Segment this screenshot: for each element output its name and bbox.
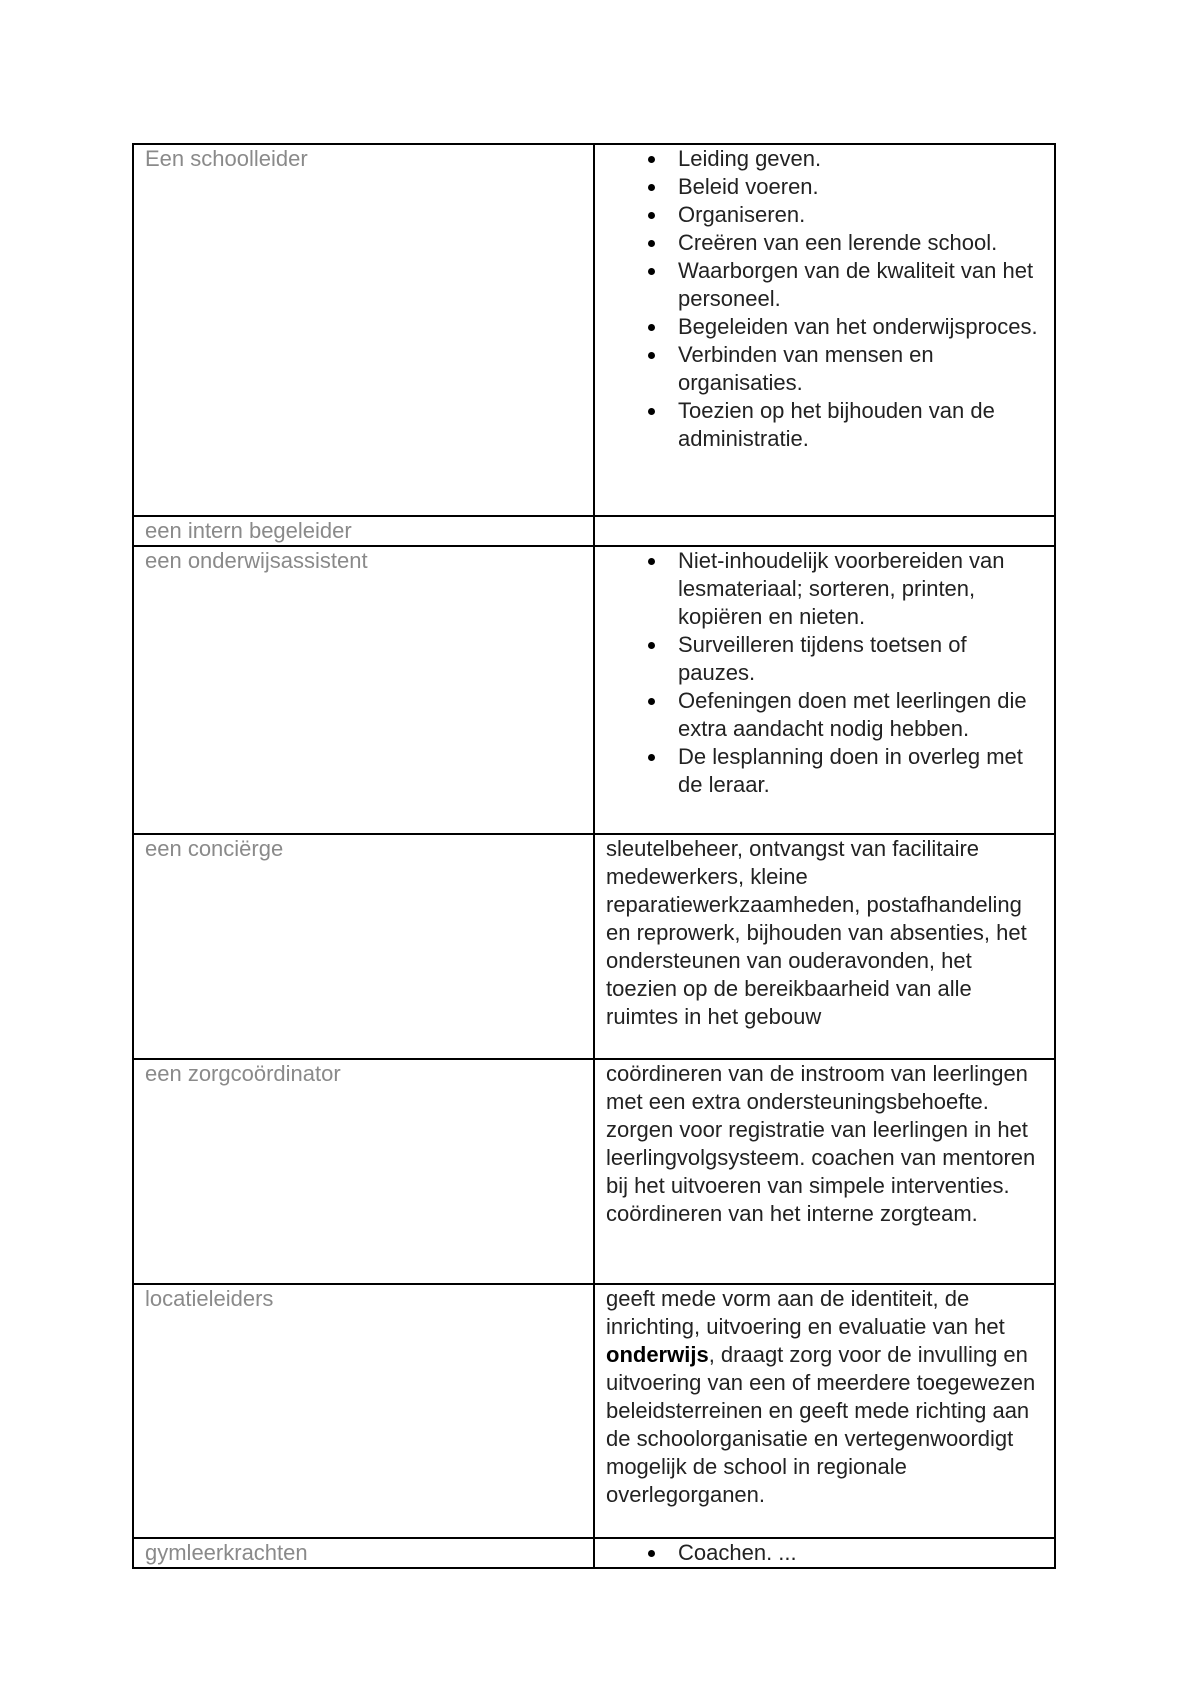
duties-bold-text: onderwijs: [606, 1342, 709, 1367]
role-cell: een onderwijsassistent: [133, 546, 594, 834]
duties-text: geeft mede vorm aan de identiteit, de inrichting, uitvoering en evaluatie van het: [606, 1286, 1005, 1339]
list-item: Leiding geven.: [678, 145, 1044, 173]
role-cell: gymleerkrachten: [133, 1538, 594, 1568]
role-cell: locatieleiders: [133, 1284, 594, 1538]
list-item: Begeleiden van het onderwijsproces.: [678, 313, 1044, 341]
role-cell: Een schoolleider: [133, 144, 594, 516]
table-row: [133, 144, 1055, 516]
list-item: Oefeningen doen met leerlingen die extra aandacht nodig hebben.: [678, 687, 1044, 743]
role-cell: een zorgcoördinator: [133, 1059, 594, 1284]
duties-cell: coördineren van de instroom van leerlingen met een extra ondersteuningsbehoefte. zorgen voor registratie van leerlingen in het leerlingvolgsysteem. coachen van mentoren bij het uitvoeren van simpele interventies. coördineren van het interne zorgteam.: [594, 1059, 1055, 1284]
table-row: [133, 516, 1055, 546]
duties-list: [606, 145, 1044, 453]
role-cell: een conciërge: [133, 834, 594, 1059]
list-item: Beleid voeren.: [678, 173, 1044, 201]
roles-table: [132, 143, 1056, 1569]
duties-cell: sleutelbeheer, ontvangst van facilitaire medewerkers, kleine reparatiewerkzaamheden, postafhandeling en reprowerk, bijhouden van absenties, het ondersteunen van ouderavonden, het toezien op de bereikbaarheid van alle ruimtes in het gebouw: [594, 834, 1055, 1059]
duties-list: [606, 1539, 1044, 1567]
duties-cell: [594, 1284, 1055, 1538]
table-row: [133, 1059, 1055, 1284]
table-row: [133, 546, 1055, 834]
table-row: [133, 834, 1055, 1059]
duties-cell: [594, 1538, 1055, 1568]
table-row: [133, 1538, 1055, 1568]
list-item: Coachen. ...: [678, 1539, 1044, 1567]
list-item: Organiseren.: [678, 201, 1044, 229]
list-item: Niet-inhoudelijk voorbereiden van lesmateriaal; sorteren, printen, kopiëren en nieten.: [678, 547, 1044, 631]
list-item: Toezien op het bijhouden van de administratie.: [678, 397, 1044, 453]
list-item: De lesplanning doen in overleg met de leraar.: [678, 743, 1044, 799]
duties-cell: [594, 144, 1055, 516]
list-item: Waarborgen van de kwaliteit van het personeel.: [678, 257, 1044, 313]
list-item: Surveilleren tijdens toetsen of pauzes.: [678, 631, 1044, 687]
list-item: Creëren van een lerende school.: [678, 229, 1044, 257]
duties-cell: [594, 546, 1055, 834]
duties-cell: [594, 516, 1055, 546]
table-row: [133, 1284, 1055, 1538]
duties-text: , draagt zorg voor de invulling en uitvoering van een of meerdere toegewezen beleidsterreinen en geeft mede richting aan de schoolorganisatie en vertegenwoordigt mogelijk de school in regionale overlegorganen.: [606, 1342, 1036, 1507]
list-item: Verbinden van mensen en organisaties.: [678, 341, 1044, 397]
duties-list: [606, 547, 1044, 799]
role-cell: een intern begeleider: [133, 516, 594, 546]
